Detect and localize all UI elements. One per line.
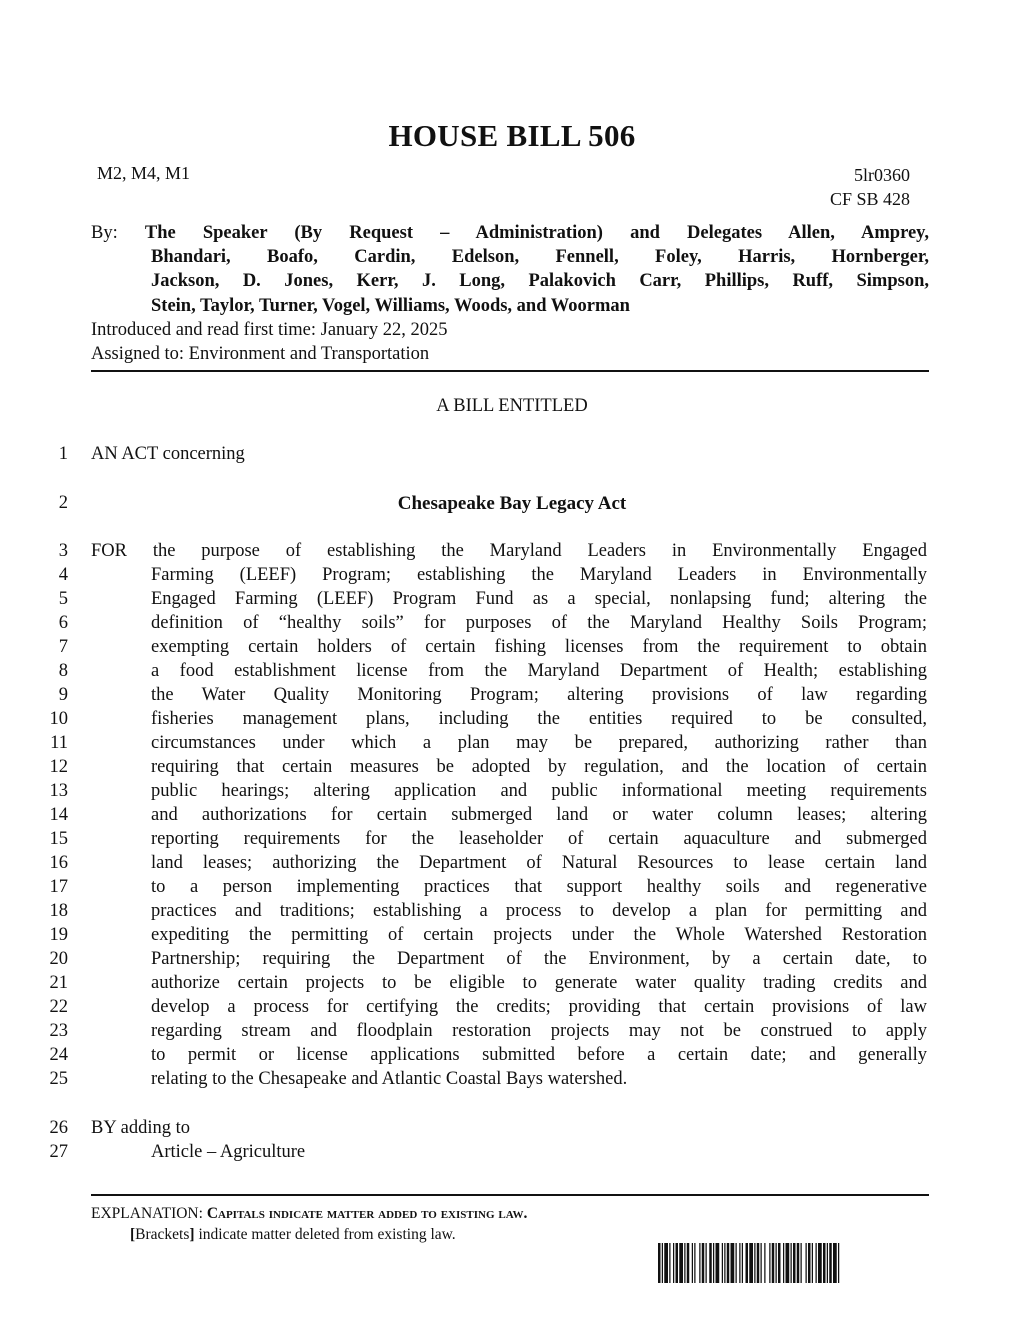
line-number: 6 xyxy=(58,613,68,633)
purpose-line: Partnership; requiring the Department of the Environment, by a certain date, to xyxy=(151,949,927,969)
by-label: By: xyxy=(91,223,118,243)
by-adding: BY adding to xyxy=(91,1118,191,1138)
bill-entitled: A BILL ENTITLED xyxy=(436,396,588,416)
purpose-line: expediting the permitting of certain projects under the Whole Watershed Restoration xyxy=(151,925,927,945)
line-number: 12 xyxy=(49,757,68,777)
sponsor-names: The Speaker (By Request – Administration) and Delegates Allen, Amprey, xyxy=(144,223,930,243)
barcode-bar xyxy=(731,1243,735,1283)
line-number: 8 xyxy=(58,661,68,681)
barcode-bar xyxy=(687,1243,690,1283)
barcode-bar xyxy=(749,1243,753,1283)
barcode-bar xyxy=(699,1243,700,1283)
purpose-line: the Water Quality Monitoring Program; altering provisions of law regarding xyxy=(151,685,927,705)
barcode-bar xyxy=(769,1243,770,1283)
barcode-bar xyxy=(793,1243,796,1283)
purpose-line: Engaged Farming (LEEF) Program Fund as a special, nonlapsing fund; altering the xyxy=(151,589,927,609)
barcode-bar xyxy=(702,1243,705,1283)
line-number: 10 xyxy=(49,709,68,729)
line-number: 5 xyxy=(58,589,68,609)
line-number: 11 xyxy=(50,733,68,753)
line-number: 16 xyxy=(49,853,68,873)
purpose-line: regarding stream and floodplain restoration projects may not be construed to apply xyxy=(151,1021,927,1041)
bill-numbers xyxy=(830,163,910,211)
purpose-line: requiring that certain measures be adopted by regulation, and the location of certain xyxy=(151,757,927,777)
barcode-bar xyxy=(778,1243,781,1283)
purpose-line: authorize certain projects to be eligible to generate water quality trading credits and xyxy=(151,973,927,993)
sponsor-line: Bhandari, Boafo, Cardin, Edelson, Fennell, Foley, Harris, Hornberger, xyxy=(151,247,929,268)
barcode-bar xyxy=(776,1243,777,1283)
close-bracket: ] xyxy=(189,1226,195,1243)
barcode-bar xyxy=(801,1243,802,1283)
purpose-line: a food establishment license from the Maryland Department of Health; establishing xyxy=(151,661,927,681)
purpose-line: relating to the Chesapeake and Atlantic Coastal Bays watershed. xyxy=(151,1069,628,1089)
purpose-line: practices and traditions; establishing a process to develop a plan for permitting and xyxy=(151,901,927,921)
barcode-bar xyxy=(727,1243,730,1283)
barcode-bar xyxy=(664,1243,668,1283)
line-number: 2 xyxy=(58,493,68,513)
act-title: Chesapeake Bay Legacy Act xyxy=(397,493,627,514)
line-number: 9 xyxy=(58,685,68,705)
brackets-text: indicate matter deleted from existing law. xyxy=(194,1226,456,1243)
open-bracket: [ xyxy=(130,1226,136,1243)
barcode-bar xyxy=(791,1243,792,1283)
introduction-info xyxy=(91,318,448,366)
barcode-bar xyxy=(662,1243,663,1283)
barcode-bar xyxy=(722,1243,723,1283)
bill-title: HOUSE BILL 506 xyxy=(388,118,636,153)
barcode-bar xyxy=(808,1243,811,1283)
purpose-line: and authorizations for certain submerged land or water column leases; altering xyxy=(151,805,927,825)
barcode-bar xyxy=(669,1243,670,1283)
purpose-line: to a person implementing practices that support healthy soils and regenerative xyxy=(151,877,927,897)
purpose-line: definition of “healthy soils” for purposes of the Maryland Healthy Soils Program; xyxy=(151,613,927,633)
barcode-bar xyxy=(833,1243,837,1283)
line-number: 13 xyxy=(49,781,68,801)
barcode-bar xyxy=(812,1243,813,1283)
purpose-line: FOR the purpose of establishing the Maryland Leaders in Environmentally Engaged xyxy=(91,541,927,561)
barcode-bar xyxy=(706,1243,707,1283)
purpose-line: exempting certain holders of certain fishing licenses from the requirement to obtain xyxy=(151,637,927,657)
line-number: 21 xyxy=(49,973,68,993)
purpose-line: fisheries management plans, including the entities required to be consulted, xyxy=(151,709,927,729)
subject-codes: M2, M4, M1 xyxy=(97,163,191,183)
line-number: 14 xyxy=(49,805,68,825)
barcode-bar xyxy=(806,1243,807,1283)
sponsor-line: Stein, Taylor, Turner, Vogel, Williams, Woods, and Woorman xyxy=(151,295,630,316)
purpose-line: to permit or license applications submitted before a certain date; and generally xyxy=(151,1045,927,1065)
barcode-bar xyxy=(772,1243,775,1283)
barcode-bar xyxy=(679,1243,683,1283)
header-divider xyxy=(91,370,929,372)
line-number: 19 xyxy=(49,925,68,945)
barcode-bar xyxy=(709,1243,712,1283)
purpose-line: land leases; authorizing the Department of Natural Resources to lease certain land xyxy=(151,853,927,873)
sponsors-block xyxy=(91,221,929,318)
purpose-line: reporting requirements for the leaseholder of certain aquaculture and submerged xyxy=(151,829,927,849)
purpose-line: Farming (LEEF) Program; establishing the Maryland Leaders in Environmentally xyxy=(151,565,927,585)
line-number: 23 xyxy=(49,1021,68,1041)
barcode-bar xyxy=(823,1243,826,1283)
barcode-bar xyxy=(724,1243,725,1283)
line-number: 17 xyxy=(49,877,68,897)
explanation-line xyxy=(91,1205,527,1223)
barcode-bar xyxy=(713,1243,714,1283)
sponsor-line xyxy=(91,221,929,245)
purpose-line: circumstances under which a plan may be prepared, authorizing rather than xyxy=(151,733,927,753)
explanation-label: EXPLANATION: xyxy=(91,1205,203,1222)
barcode-bar xyxy=(827,1243,828,1283)
line-number: 25 xyxy=(49,1069,68,1089)
barcode-bar xyxy=(694,1243,695,1283)
barcode-bar xyxy=(786,1243,790,1283)
barcode-bar xyxy=(754,1243,755,1283)
act-concerning: AN ACT concerning xyxy=(91,444,245,464)
footer-divider xyxy=(91,1194,929,1196)
brackets-explanation xyxy=(130,1226,456,1244)
line-number: 15 xyxy=(49,829,68,849)
article-reference: Article – Agriculture xyxy=(151,1142,306,1162)
barcode-bar xyxy=(746,1243,749,1283)
barcode-bar xyxy=(658,1243,661,1283)
line-number: 4 xyxy=(58,565,68,585)
barcode-bar xyxy=(684,1243,685,1283)
line-number: 24 xyxy=(49,1045,68,1065)
barcode xyxy=(658,1243,906,1283)
barcode-bar xyxy=(829,1243,832,1283)
barcode-bar xyxy=(736,1243,737,1283)
introduced-date: Introduced and read first time: January 22, 2025 xyxy=(91,320,448,340)
barcode-bar xyxy=(816,1243,817,1283)
barcode-bar xyxy=(757,1243,760,1283)
line-number: 27 xyxy=(49,1142,68,1162)
drafting-number: 5lr0360 xyxy=(854,165,910,185)
barcode-bar xyxy=(742,1243,743,1283)
committee-assignment: Assigned to: Environment and Transportation xyxy=(91,344,430,364)
barcode-bar xyxy=(838,1243,839,1283)
barcode-bar xyxy=(716,1243,720,1283)
purpose-line: develop a process for certifying the credits; providing that certain provisions of law xyxy=(151,997,927,1017)
barcode-bar xyxy=(676,1243,679,1283)
barcode-bar xyxy=(673,1243,674,1283)
line-number: 1 xyxy=(58,444,68,464)
line-number: 18 xyxy=(49,901,68,921)
barcode-bar xyxy=(761,1243,762,1283)
explanation-caps: Capitals indicate matter added to existing law. xyxy=(206,1205,528,1222)
line-number: 26 xyxy=(49,1118,68,1138)
line-number: 22 xyxy=(49,997,68,1017)
line-number: 7 xyxy=(58,637,68,657)
line-number: 20 xyxy=(49,949,68,969)
barcode-bar xyxy=(818,1243,822,1283)
sponsor-line: Jackson, D. Jones, Kerr, J. Long, Palakovich Carr, Phillips, Ruff, Simpson, xyxy=(151,271,929,292)
barcode-bar xyxy=(739,1243,740,1283)
brackets-word: Brackets xyxy=(135,1226,190,1243)
purpose-line: public hearings; altering application and public informational meeting requirements xyxy=(151,781,927,801)
barcode-bar xyxy=(692,1243,693,1283)
cross-file: CF SB 428 xyxy=(829,189,910,209)
line-number: 3 xyxy=(58,541,68,561)
barcode-bar xyxy=(764,1243,765,1283)
barcode-bar xyxy=(783,1243,784,1283)
barcode-bar xyxy=(797,1243,800,1283)
